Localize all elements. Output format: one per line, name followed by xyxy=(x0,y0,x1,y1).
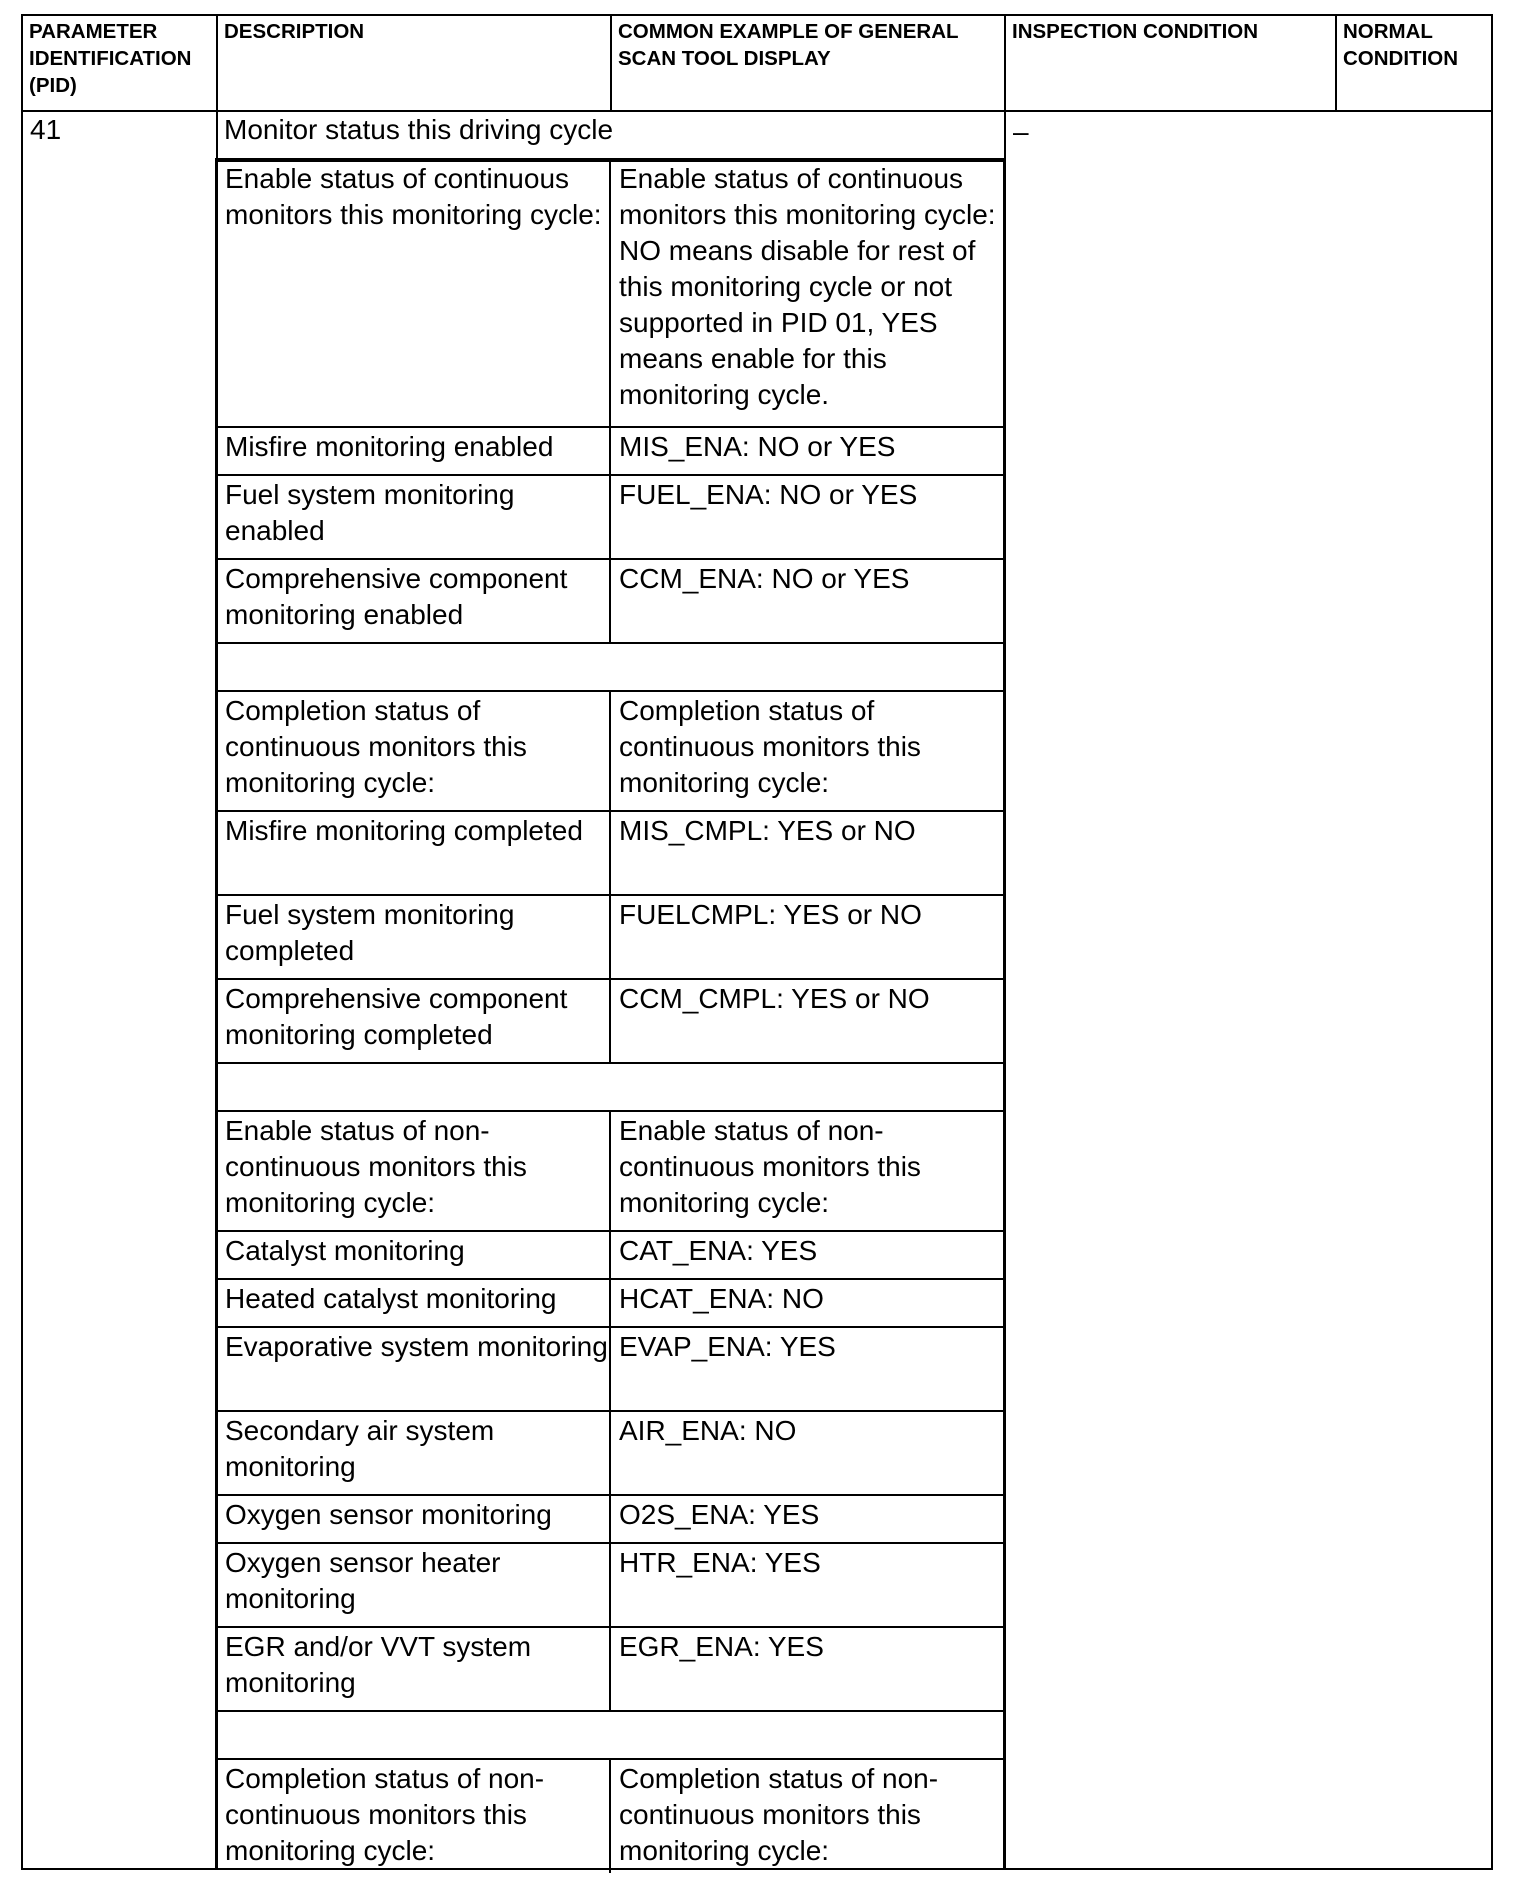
row-description: Secondary air system monitoring xyxy=(217,1412,611,1494)
row-display: FUEL_ENA: NO or YES xyxy=(619,479,918,510)
row-display: MIS_ENA: NO or YES xyxy=(619,431,896,462)
header-inspection: INSPECTION CONDITION xyxy=(1012,20,1259,43)
table-row-spacer xyxy=(217,644,1003,692)
row-description: Evaporative system monitoring xyxy=(217,1328,611,1410)
row-description: Misfire monitoring enabled xyxy=(217,428,611,474)
table-row xyxy=(217,896,1003,980)
row-description: Completion status of non-continuous monitors this monitoring cycle: xyxy=(217,1760,611,1873)
row-description: Comprehensive component monitoring enabled xyxy=(217,560,611,642)
row-display: Enable status of continuous monitors this monitoring cycle: NO means disable for rest of this monitoring cycle or not supported in PID 01, YES means enable for this monitoring cycle. xyxy=(619,163,996,410)
divider-inspection xyxy=(1335,16,1337,112)
row-display: FUELCMPL: YES or NO xyxy=(619,899,922,930)
row-display: CCM_CMPL: YES or NO xyxy=(619,983,930,1014)
table-row xyxy=(217,812,1003,896)
table-row xyxy=(217,1280,1003,1328)
row-display: CAT_ENA: YES xyxy=(619,1235,818,1266)
row-display: MIS_CMPL: YES or NO xyxy=(619,815,916,846)
header-normal: NORMAL CONDITION xyxy=(1343,20,1459,70)
row-description: Fuel system monitoring enabled xyxy=(217,476,611,558)
row-display: EGR_ENA: YES xyxy=(619,1631,824,1662)
table-row xyxy=(217,1328,1003,1412)
header-description: DESCRIPTION xyxy=(224,20,365,43)
row-description: Enable status of continuous monitors this monitoring cycle: xyxy=(217,160,611,426)
table-row xyxy=(217,560,1003,644)
table-row xyxy=(217,980,1003,1064)
row-description: Oxygen sensor monitoring xyxy=(217,1496,611,1542)
table-row xyxy=(217,1628,1003,1712)
row-description: Enable status of non-continuous monitors this monitoring cycle: xyxy=(217,1112,611,1230)
row-description: Completion status of continuous monitors this monitoring cycle: xyxy=(217,692,611,810)
inspection-value: – xyxy=(1013,116,1029,147)
table-row xyxy=(217,1544,1003,1628)
row-description: EGR and/or VVT system monitoring xyxy=(217,1628,611,1710)
row-display: EVAP_ENA: YES xyxy=(619,1331,836,1362)
table-row xyxy=(217,1496,1003,1544)
table-row xyxy=(217,1232,1003,1280)
row-description: Misfire monitoring completed xyxy=(217,812,611,894)
table-row-spacer xyxy=(217,1064,1003,1112)
row-display: Completion status of non-continuous monitors this monitoring cycle: xyxy=(619,1763,939,1866)
divider-desc-header xyxy=(610,16,612,112)
table-row xyxy=(217,1412,1003,1496)
table-row xyxy=(217,160,1003,428)
row-display: Enable status of non-continuous monitors this monitoring cycle: xyxy=(619,1115,921,1218)
row-display: AIR_ENA: NO xyxy=(619,1415,797,1446)
header-display: COMMON EXAMPLE OF GENERAL SCAN TOOL DISPLAY xyxy=(618,20,959,70)
row-description: Heated catalyst monitoring xyxy=(217,1280,611,1326)
table-row xyxy=(217,476,1003,560)
table-row xyxy=(217,692,1003,812)
row-description: Catalyst monitoring xyxy=(217,1232,611,1278)
row-display: CCM_ENA: NO or YES xyxy=(619,563,910,594)
row-description: Oxygen sensor heater monitoring xyxy=(217,1544,611,1626)
row-description: Fuel system monitoring completed xyxy=(217,896,611,978)
row-display: O2S_ENA: YES xyxy=(619,1499,820,1530)
row-description: Comprehensive component monitoring completed xyxy=(217,980,611,1062)
entry-title: Monitor status this driving cycle xyxy=(224,114,614,145)
monitor-subtable xyxy=(215,158,1005,1870)
table-row xyxy=(217,428,1003,476)
table-row xyxy=(217,1112,1003,1232)
header-pid: PARAMETER IDENTIFICATION (PID) xyxy=(29,20,192,97)
row-display: HCAT_ENA: NO xyxy=(619,1283,824,1314)
table-row xyxy=(217,1760,1003,1873)
row-display: Completion status of continuous monitors this monitoring cycle: xyxy=(619,695,921,798)
row-display: HTR_ENA: YES xyxy=(619,1547,821,1578)
table-row-spacer xyxy=(217,1712,1003,1760)
pid-value: 41 xyxy=(30,114,62,145)
